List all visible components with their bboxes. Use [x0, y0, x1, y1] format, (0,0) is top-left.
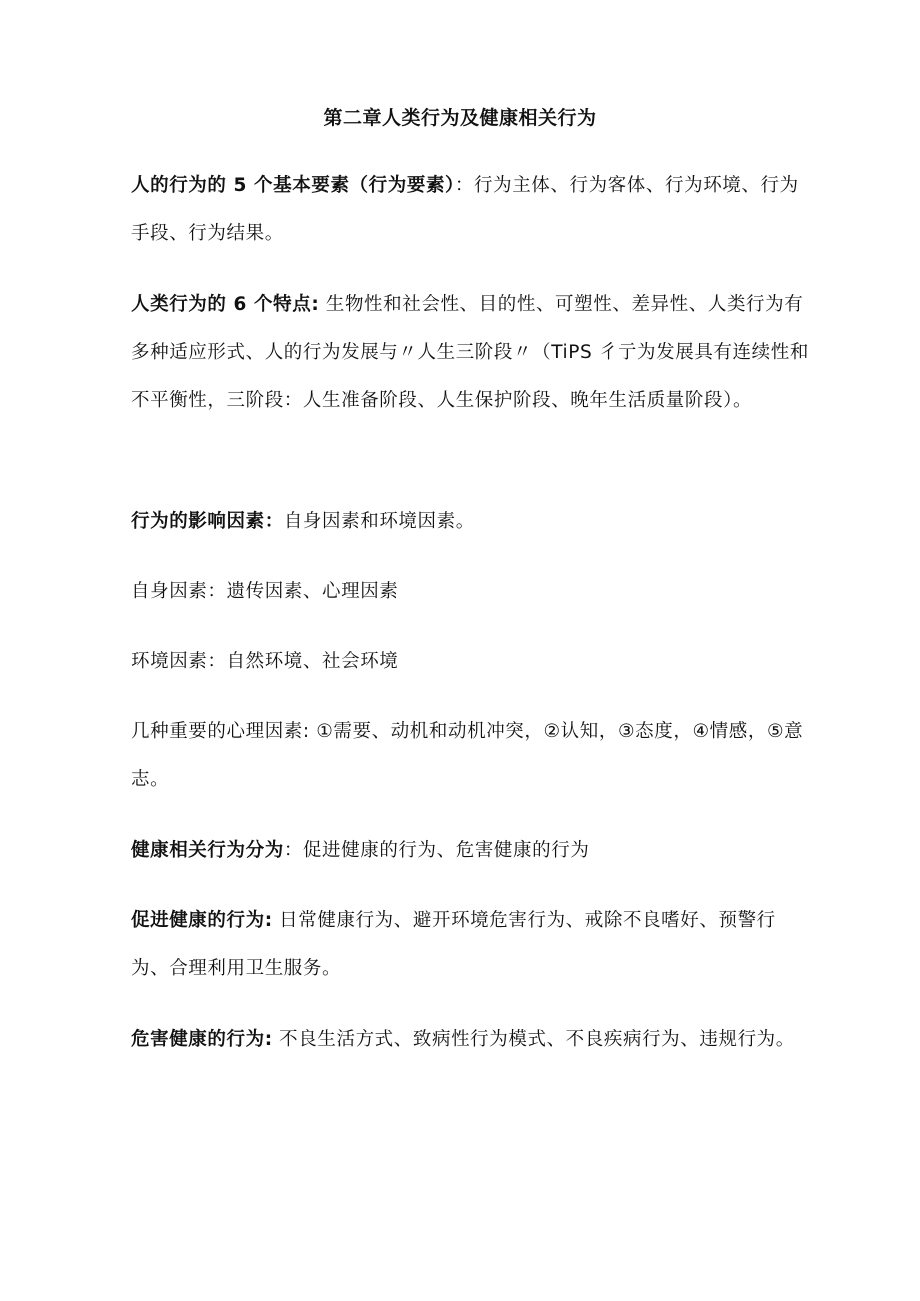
document-title: 第二章人类行为及健康相关行为 — [323, 107, 597, 129]
paragraph-psychological-factors — [131, 708, 811, 804]
paragraph-text: 自身因素：遗传因素、心理因素 — [131, 581, 399, 602]
paragraph-self-factors — [131, 568, 811, 616]
paragraph-behavior-characteristics — [131, 281, 811, 425]
paragraph-label: 促进健康的行为: — [131, 910, 273, 931]
paragraph-text: 自身因素和环境因素。 — [283, 511, 475, 532]
paragraph-text: 不良生活方式、致病性行为模式、不良疾病行为、违规行为。 — [272, 1029, 795, 1050]
paragraph-label: 危害健康的行为: — [131, 1029, 273, 1050]
paragraph-text: ：行为主体、行为客体、行为环境、行为手段、行为结果。 — [131, 175, 799, 244]
paragraph-label: 人类行为的 6 个特点: — [131, 294, 320, 315]
paragraph-text: 日常健康行为、避开环境危害行为、戒除不良嗜好、预警行为、合理利用卫生服务。 — [131, 910, 776, 979]
paragraph-health-promoting-behavior — [131, 897, 811, 993]
paragraph-text: 生物性和社会性、目的性、可塑性、差异性、人类行为有多种适应形式、人的行为发展与〃人生三阶段〃（TiPS 彳亍为发展具有连续性和不平衡性，三阶段：人生准备阶段、人生保护阶段、晚年生活质量阶段）。 — [131, 294, 809, 411]
paragraph-health-behavior-categories — [131, 827, 811, 875]
paragraph-text: ：促进健康的行为、危害健康的行为 — [283, 840, 590, 861]
paragraph-text: 几种重要的心理因素: ①需要、动机和动机冲突，②认知，③态度，④情感，⑤意志。 — [131, 721, 804, 790]
paragraph-behavior-elements — [131, 162, 811, 258]
paragraph-influencing-factors — [131, 498, 811, 546]
paragraph-label: 健康相关行为分为 — [131, 840, 284, 861]
paragraph-label: 人的行为的 5 个基本要素（行为要素） — [131, 175, 455, 196]
paragraph-label: 行为的影响因素： — [131, 511, 284, 532]
paragraph-text: 环境因素：自然环境、社会环境 — [131, 651, 399, 672]
paragraph-environment-factors — [131, 638, 811, 686]
paragraph-health-risk-behavior — [131, 1016, 811, 1064]
